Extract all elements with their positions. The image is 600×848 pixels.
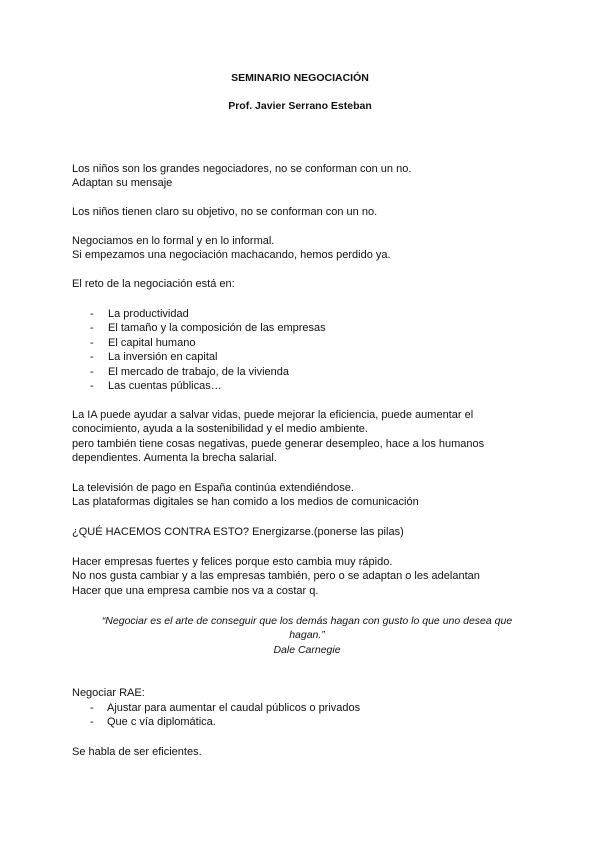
text-line: El reto de la negociación está en:: [72, 278, 235, 290]
text-line: No nos gusta cambiar y a las empresas también, pero o se adaptan o les adelantan: [72, 570, 480, 583]
paragraph-companies: [72, 555, 542, 598]
list-item-text: El mercado de trabajo, de la vivienda: [108, 365, 289, 378]
quote-line: “Negociar es el arte de conseguir que los demás hagan con gusto lo que uno desea que: [101, 615, 513, 627]
list-item: [72, 336, 532, 350]
paragraph-ai: [72, 408, 542, 466]
paragraph-rae: [72, 686, 542, 700]
bullet-dash: -: [90, 336, 94, 349]
bullet-dash: -: [90, 380, 94, 393]
document-author: Prof. Javier Serrano Esteban: [228, 100, 372, 112]
text-line: Las plataformas digitales se han comido a los medios de comunicación: [72, 496, 419, 509]
text-line: Los niños son los grandes negociadores, no se conforman con un no.: [72, 163, 412, 175]
paragraph-efficient: [72, 745, 542, 759]
list-item: [72, 365, 532, 379]
bullet-dash: -: [90, 308, 94, 320]
text-line: La IA puede ayudar a salvar vidas, puede mejorar la eficiencia, puede aumentar el: [72, 409, 474, 421]
list-item-text: El tamaño y la composición de las empresas: [108, 322, 326, 335]
text-line: dependientes. Aumenta la brecha salarial.: [72, 452, 277, 465]
paragraph-formal-informal: [72, 234, 542, 263]
text-line: Negociar RAE:: [72, 687, 145, 699]
rae-list: [72, 701, 532, 730]
list-item: [72, 379, 532, 393]
document-title: SEMINARIO NEGOCIACIÓN: [231, 72, 369, 84]
text-line: Negociamos en lo formal y en lo informal.: [72, 235, 275, 247]
list-item: [72, 307, 532, 321]
paragraph-children-negotiators: [72, 162, 542, 191]
text-line: Se habla de ser eficientes.: [72, 746, 202, 758]
text-line: ¿QUÉ HACEMOS CONTRA ESTO? Energizarse.(ponerse las pilas): [72, 526, 404, 538]
text-line: conocimiento, ayuda a la sostenibilidad y el medio ambiente.: [72, 423, 368, 436]
challenges-list: [72, 307, 532, 393]
text-line: Los niños tienen claro su objetivo, no se conforman con un no.: [72, 206, 378, 218]
quote-line: hagan.”: [289, 629, 325, 642]
text-line: pero también tiene cosas negativas, puede generar desempleo, hace a los humanos: [72, 437, 485, 450]
text-line: Si empezamos una negociación machacando, hemos perdido ya.: [72, 249, 391, 262]
bullet-dash: -: [90, 322, 94, 335]
paragraph-what-to-do: [72, 525, 542, 539]
bullet-dash: -: [90, 365, 94, 378]
bullet-dash: -: [90, 702, 94, 714]
text-line: Hacer que una empresa cambie nos va a costar q.: [72, 584, 319, 597]
list-item-text: Que c vía diplomática.: [107, 716, 216, 729]
paragraph-television: [72, 481, 542, 510]
list-item: [72, 350, 532, 364]
list-item: [72, 715, 532, 729]
list-item-text: El capital humano: [108, 336, 196, 349]
list-item-text: Las cuentas públicas…: [108, 380, 222, 393]
list-item-text: La productividad: [108, 308, 189, 320]
list-item: [72, 321, 532, 335]
paragraph-challenge-intro: [72, 277, 542, 291]
text-line: La televisión de pago en España continúa extendiéndose.: [72, 482, 354, 494]
quote-block: [72, 614, 542, 657]
list-item-text: La inversión en capital: [108, 351, 218, 364]
text-line: Adaptan su mensaje: [72, 177, 173, 190]
bullet-dash: -: [90, 351, 94, 364]
list-item: [72, 701, 532, 715]
paragraph-children-objective: [72, 205, 542, 219]
text-line: Hacer empresas fuertes y felices porque esto cambia muy rápido.: [72, 556, 393, 568]
quote-attribution: Dale Carnegie: [273, 643, 341, 656]
list-item-text: Ajustar para aumentar el caudal públicos o privados: [107, 702, 361, 714]
bullet-dash: -: [90, 716, 94, 729]
